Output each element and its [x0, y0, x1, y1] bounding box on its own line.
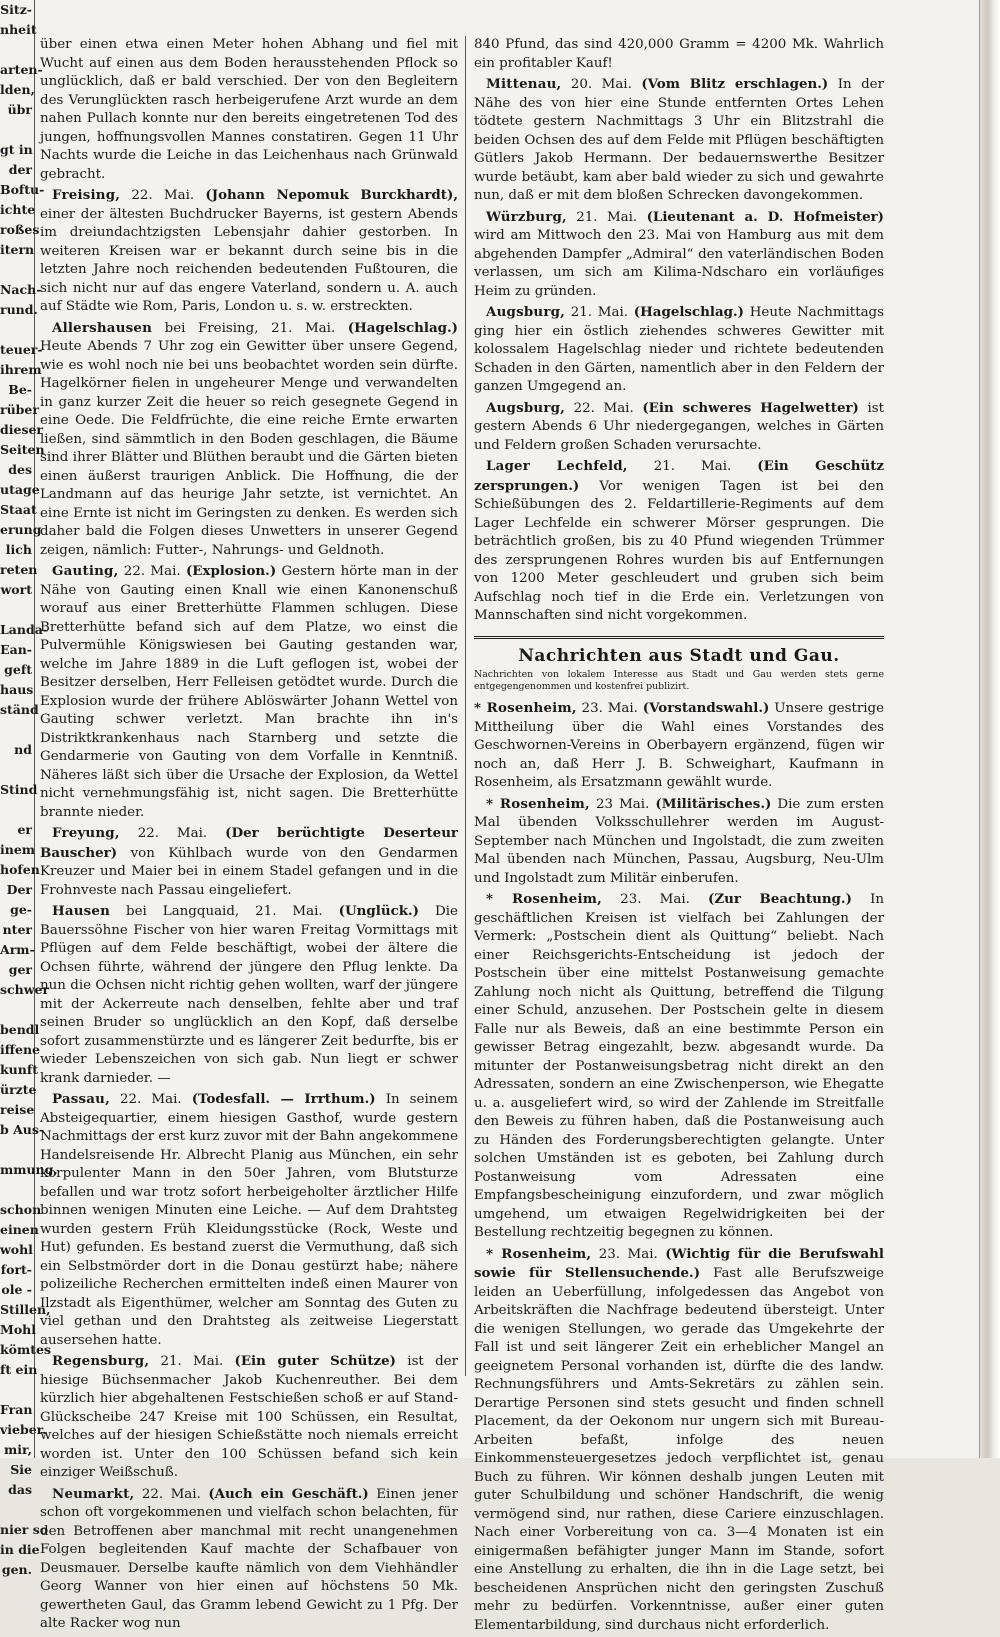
article-paragraph	[40, 36, 458, 184]
article-text: Unsere gestrige Mittheilung über die Wahl eines Vorstandes des Geschwornen-Vereins in Oberbayern ergänzend, fügen wir noch an, daß Herr J. B. Schweighart, Kaufmann in Rosenheim, als Ersatzmann gewählt wurde.	[474, 701, 885, 790]
edge-fragment: Ean-	[0, 642, 32, 657]
article-topic: (Explosion.)	[185, 563, 277, 579]
article-place: Mittenau,	[486, 76, 562, 92]
edge-fragment	[0, 1000, 34, 1020]
edge-fragment: Landa-	[0, 622, 49, 637]
edge-fragment: rüber	[0, 402, 39, 417]
edge-fragment: Fran	[0, 1402, 33, 1417]
article-paragraph	[40, 824, 458, 900]
edge-fragment: itern	[0, 242, 35, 257]
edge-fragment: Stillen,	[0, 1302, 51, 1317]
edge-fragment: gen.	[1, 1562, 32, 1577]
article-paragraph	[474, 699, 884, 793]
article-text: ist der hiesige Büchsenmacher Jakob Kuchenreuther. Bei dem kürzlich hier abgehaltenen Festschießen schoß er auf Stand-Glückscheibe 247 Kreise mit 100 Schüssen, ein Resultat, welches auf der hiesigen Schießstätte noch niemals erreicht worden ist. Unter den 100 Schüssen befand sich kein einziger Weißschuß.	[40, 1354, 458, 1480]
edge-fragment: roßes	[0, 222, 40, 237]
edge-fragment: Arm-	[0, 942, 35, 957]
edge-fragment: mir,	[3, 1442, 32, 1457]
article-place: Freising,	[52, 187, 121, 203]
section-rule	[474, 636, 884, 639]
article-topic: (Wichtig für die Berufswahl sowie für Stellensuchende.)	[474, 1245, 884, 1281]
edge-fragment: iffene	[0, 1042, 41, 1057]
edge-fragment	[0, 1140, 34, 1160]
edge-fragment	[0, 1500, 34, 1520]
article-text: Fast alle Berufszweige leiden an Ueberfüllung, infolgedessen das Angebot von Arbeitskräften die Nachfrage bedeutend übersteigt. Unter die wenigen Stellungen, wo gerade das Umgekehrte der Fall ist und seit längerer Zeit ein erheblicher Mangel an geeignetem Personal vorhanden ist, dürfte die des landw. Rechnungsführers und Amts-Sekretärs zu zählen sein. Derartige Personen sind stets gesucht und finden schnell Placement, da der Oekonom nur ungern sich mit Bureau-Arbeiten befaßt, infolge des neuen Einkommensteuergesetzes jedoch verpflichtet ist, genau Buch zu führen. Wir können deshalb jungen Leuten mit guter Schulbildung und schöner Handschrift, die wenig vermögend sind, nur rathen, diese Cariere einzuschlagen. Nach einer Vorbereitung von ca. 3—4 Monaten ist ein einigermaßen befähigter junger Mann im Stande, sofort eine Anstellung zu erhalten, die ihn in die Lage setzt, bei bescheidenen Ansprüchen nicht den geringsten Zuschuß mehr zu bedürfen. Vorkenntnisse, außer einer guten Elementarbildung, sind durchaus nicht erforderlich.	[474, 1266, 884, 1633]
article-paragraph	[40, 1090, 458, 1350]
edge-fragment: schon	[0, 1202, 42, 1217]
article-place: Allershausen	[52, 319, 153, 336]
edge-fragment: einen	[0, 1222, 39, 1237]
article-place: Gauting,	[52, 563, 119, 579]
article-date: bei Freising, 21. Mai.	[164, 320, 336, 336]
article-paragraph	[474, 890, 884, 1243]
local-news-articles	[474, 699, 884, 1635]
edge-fragment	[0, 720, 34, 740]
article-text: Heute Nachmittags ging hier ein östlich ziehendes schweres Gewitter mit kolossalem Hagelschlag nieder und richtete bedeutenden Schaden in den Gärten, namentlich aber in den Feldern der ganzen Umgegend an.	[474, 305, 884, 394]
article-paragraph	[474, 795, 884, 889]
edge-fragment: Der	[6, 882, 32, 897]
edge-fragment: gt in	[0, 142, 33, 157]
article-paragraph	[40, 319, 458, 561]
edge-fragment: reise	[0, 1102, 35, 1117]
edge-fragment: übr	[7, 102, 32, 117]
article-date: 22. Mai.	[123, 564, 181, 579]
article-date: 22. Mai.	[137, 826, 208, 841]
article-paragraph	[474, 1245, 884, 1636]
article-place: Passau,	[52, 1091, 110, 1107]
article-topic: (Auch ein Geschäft.)	[208, 1485, 369, 1502]
article-date: 20. Mai.	[570, 77, 632, 92]
article-place: Augsburg,	[486, 304, 566, 320]
article-text: von Kühlbach wurde von den Gendarmen Kreuzer und Maier bei in einem Stadel gefangen und in die Frohnveste nach Passau eingeliefert.	[40, 845, 458, 898]
edge-fragment: b Aus-	[0, 1122, 45, 1137]
article-date: 22. Mai.	[131, 188, 195, 203]
article-place: * Rosenheim,	[486, 891, 602, 907]
edge-fragment: ge-	[10, 902, 32, 917]
right-column	[474, 36, 884, 1637]
article-topic: (Der berüchtigte Deserteur Bauscher)	[40, 825, 458, 861]
article-place: * Rosenheim,	[474, 700, 577, 716]
edge-fragment: nier so	[0, 1522, 49, 1537]
article-topic: (Johann Nepomuk Burckhardt),	[205, 187, 458, 203]
section-title: Nachrichten aus Stadt und Gau.	[518, 645, 840, 666]
column-divider	[465, 36, 466, 1376]
article-text: In der Nähe des von hier eine Stunde entfernten Ortes Lehen tödtete gestern Nachmittags 3 Uhr ein Blitzstrahl die beiden Ochsen des auf dem Felde mit Pflügen beschäftigten Gütlers Jakob Hermann. Der bedauernswerthe Besitzer wurde betäubt, kam aber bald wieder zu sich und gewahrte nun, daß er mit dem bloßen Schrecken davongekommen.	[474, 77, 884, 203]
edge-fragment	[0, 260, 34, 280]
edge-fragment: erung	[0, 522, 42, 537]
page-edge	[979, 0, 1000, 1458]
edge-fragment	[0, 600, 34, 620]
article-paragraph	[40, 562, 458, 822]
edge-fragment: lden,	[0, 82, 35, 97]
article-place: * Rosenheim,	[486, 795, 590, 812]
article-text: Gestern hörte man in der Nähe von Gauting einen Knall wie einen Kanonenschuß worauf aus einer Bretterhütte Flammen schlugen. Diese Bretterhütte befand sich auf dem Platze, wo einst die Pulvermühle Königswiesen bei Gauting gestanden war, welche im Jahre 1889 in die Luft geflogen ist, wobei der Besitzer derselben, Herr Felleisen getödtet wurde. Durch die Explosion wurde der frühere Ablöswärter Johann Wettel von Gauting schwer verletzt. Man brachte ihn in's Distriktkrankenhaus nach Starnberg und setzte die Gendarmerie von Gauting von dem Vorfalle in Kenntniß. Näheres läßt sich über die Ursache der Explosion, da Wettel nicht vernehmungsfähig ist, nicht sagen. Die Bretterhütte brannte nieder.	[40, 564, 459, 820]
article-text: In geschäftlichen Kreisen ist vielfach bei Zahlungen der Vermerk: „Postschein dient als Quittung“ beliebt. Nach einer Reichsgerichts-Entscheidung ist jedoch der Postschein über eine mittelst Postanweisung gemachte Zahlung noch nicht als Quittung, betreffend die Tilgung einer Schuld, anzusehen. Der Postschein gelte in diesem Falle nur als Beweis, daß an eine bestimmte Person ein gewisser Betrag eingezahlt, bezw. abgesandt wurde. Da mitunter der Postanweisungsbetrag nicht direkt an den Adressaten, sondern an eine Zwischenperson, wie Ehegatte u. a. ausgeliefert wird, so wird der Zahlende im Streitfalle den Beweis zu führen haben, daß die Postanweisung auch zu Händen des Forderungsberechtigten gelangte. Unter solchen Umständen ist es geboten, bei Zahlung durch Postanweisung vom Adressaten eine Empfangsbescheinigung einzufordern, und zwar möglich umgehend, um etwaigen Regelwidrigkeiten bei der Bestellung rechtzeitig begegnen zu können.	[474, 892, 885, 1240]
article-topic: (Vorstandswahl.)	[642, 700, 770, 716]
article-text: einer der ältesten Buchdrucker Bayerns, ist gestern Abends im dreiundachtzigsten Lebensjahr dahier gestorben. In weiteren Kreisen war er bekannt durch seine bis in die letzten Jahre noch reichenden bedeutenden Fußtouren, die sich nicht nur auf das engere Vaterland, sondern u. A. auch auf Städte wie Rom, Paris, London u. s. w. erstreckten.	[40, 206, 458, 314]
article-paragraph	[474, 457, 884, 626]
edge-fragment: ihrem	[0, 362, 42, 377]
article-paragraph	[474, 75, 884, 206]
edge-fragment: teuer-	[0, 342, 43, 357]
article-text: wird am Mittwoch den 23. Mai von Hamburg aus mit dem abgehenden Dampfer „Admiral“ den vaterländischen Boden verlassen, um sich am Kilima-Ndscharo ein vorläufiges Heim zu gründen.	[474, 228, 884, 299]
article-topic: (Hagelschlag.)	[347, 319, 458, 336]
article-date: 21. Mai.	[653, 459, 732, 474]
edge-fragment: ole -	[1, 1282, 32, 1297]
article-place: * Rosenheim,	[486, 1245, 592, 1262]
article-paragraph	[474, 36, 884, 73]
edge-fragment: ger	[8, 962, 32, 977]
article-paragraph	[474, 303, 884, 397]
article-text: In seinem Absteigequartier, einem hiesigen Gasthof, wurde gestern Nachmittags der erst kurz zuvor mit der Bahn angekommene Handelsreisende Hr. Albrecht Planig aus München, ein sehr korpulenter Mann in den 50er Jahren, vom Blutsturze befallen und war trotz sofort herbeigeholter ärztlicher Hilfe binnen wenigen Minuten eine Leiche. — Auf dem Drahtsteg wurden gestern Früh Kleidungsstücke (Rock, Weste und Hut) gefunden. Es bestand zuerst die Vermuthung, daß sich ein Selbstmörder dort in die Donau gestürzt habe; nähere polizeiliche Recherchen ermittelten indeß einen Maurer von Ilzstadt als Eigenthümer, welcher am Sonntag des Guten zu viel gethan und den Drahtsteg als zeitweise Liegerstatt ausersehen hatte.	[40, 1092, 458, 1348]
article-topic: (Zur Beachtung.)	[708, 891, 852, 907]
edge-fragment	[0, 800, 34, 820]
edge-fragment	[0, 120, 34, 140]
edge-fragment: dieser	[0, 422, 44, 437]
article-topic: (Militärisches.)	[655, 795, 772, 812]
article-place: Augsburg,	[486, 399, 566, 416]
edge-fragment	[0, 760, 34, 780]
right-column-articles	[474, 36, 884, 626]
edge-fragment: Staat	[0, 502, 37, 517]
edge-fragment: hofen	[0, 862, 40, 877]
article-date: 22. Mai.	[141, 1486, 201, 1502]
article-place: Freyung,	[52, 825, 120, 841]
edge-fragment: nter	[2, 922, 32, 937]
article-date: 21. Mai.	[570, 305, 629, 320]
article-date: 23. Mai.	[581, 701, 638, 716]
article-text: Heute Abends 7 Uhr zog ein Gewitter über unsere Gegend, wie es wohl noch nie bei uns beobachtet worden sein dürfte. Hagelkörner fielen in ungeheurer Menge und verwandelten in ganz kurzer Zeit die heuer so reich gesegnete Gegend in eine Oede. Die Feldfrüchte, die eine reiche Ernte erwarten ließen, sind sämmtlich in den Boden geschlagen, die Bäume sind ihrer Blätter und Blüthen beraubt und die Gärten bieten einen äußerst traurigen Anblick. Die Hoffnung, die der Landmann auf das heurige Jahr setzte, ist vernichtet. An eine Ernte ist nicht im Geringsten zu denken. Es werden sich daher bald die Folgen dieses Unwetters in unserer Gegend zeigen, nämlich: Futter-, Nahrungs- und Geldnoth.	[40, 339, 458, 558]
article-paragraph	[40, 902, 458, 1088]
left-column	[40, 36, 458, 1636]
edge-fragment	[0, 1380, 34, 1400]
article-text: Die Bauerssöhne Fischer von hier waren Freitag Vormittags mit Pflügen auf dem Felde beschäftigt, wobei der ältere die Ochsen führte, während der jüngere den Pflug lenkte. Da nun die Ochsen nicht richtig gehen wollten, warf der jüngere mit der Ackerreute nach denselben, fehlte aber und traf seinen Bruder so unglücklich an den Kopf, daß derselbe sofort zusammenstürzte und es längerer Zeit bedurfte, bis er wieder Lebenszeichen von sich gab. Nun liegt er schwer krank darnieder. —	[40, 904, 458, 1086]
article-place: Neumarkt,	[52, 1485, 135, 1502]
edge-fragment: des	[8, 462, 32, 477]
article-date: bei Langquaid, 21. Mai.	[126, 904, 323, 919]
edge-fragment: rund.	[0, 302, 38, 317]
article-place: Lager Lechfeld,	[486, 458, 628, 474]
article-date: 23 Mai.	[595, 796, 650, 812]
article-topic: (Unglück.)	[338, 903, 420, 919]
edge-fragment: Be-	[8, 382, 32, 397]
edge-fragment: ürzte	[0, 1082, 37, 1097]
edge-fragment: ichte	[0, 202, 36, 217]
edge-fragment: kunft	[0, 1062, 38, 1077]
edge-fragment: wohl	[0, 1242, 33, 1257]
edge-fragment: bendl	[0, 1022, 40, 1037]
edge-fragment: Sitz-	[0, 2, 32, 17]
article-date: 21. Mai.	[576, 209, 638, 225]
edge-fragment: ft ein	[0, 1362, 38, 1377]
article-paragraph	[474, 208, 884, 302]
edge-fragment	[0, 40, 34, 60]
article-topic: (Vom Blitz erschlagen.)	[641, 76, 829, 92]
article-text: ist gestern Abends 6 Uhr niedergegangen, welches in Gärten und Feldern großen Schaden verursachte.	[474, 400, 885, 453]
edge-fragment: wort	[0, 582, 32, 597]
edge-fragment: geft	[4, 662, 32, 677]
article-date: 22. Mai.	[120, 1092, 182, 1107]
article-date: 21. Mai.	[160, 1354, 224, 1369]
edge-fragment: Seiten	[0, 442, 45, 457]
article-text: Vor wenigen Tagen ist bei den Schießübungen des 2. Feldartillerie-Regiments auf dem Lager Lechfelde ein schwerer Mörser gesprungen. Die beträchtlich großen, bis zu 40 Pfund wiegenden Trümmer des zersprungenen Rohres wurden bis auf Entfernungen von 1200 Meter geschleudert und gruben sich beim Aufschlag noch tief in die Erde ein. Verletzungen von Mannschaften sind nicht vorgekommen.	[474, 478, 884, 623]
edge-fragment: inem	[0, 842, 36, 857]
article-text: 840 Pfund, das sind 420,000 Gramm = 4200 Mk. Wahrlich ein profitabler Kauf!	[474, 37, 884, 71]
article-topic: (Todesfall. — Irrthum.)	[191, 1091, 376, 1107]
edge-fragment: reten	[0, 562, 38, 577]
article-date: 22. Mai.	[573, 400, 634, 416]
edge-fragment: lich	[5, 542, 32, 557]
article-text: über einen etwa einen Meter hohen Abhang und fiel mit Wucht auf einen aus dem Boden herausstehenden Pflock so unglücklich, daß er bald verschied. Der von den Begleitern des Verunglückten rasch herbeigerufene Arzt wurde an dem nahen Pullach konnte nur den bereits eingetretenen Tod des jungen, hoffnungsvollen Mannes constatiren. Gegen 11 Uhr Nachts wurde die Leiche in das Leichenhaus nach Grünwald gebracht.	[40, 37, 458, 182]
edge-fragment: vieber.	[0, 1422, 47, 1437]
article-topic: (Ein Geschütz zersprungen.)	[474, 458, 884, 494]
article-paragraph	[40, 1352, 458, 1483]
article-paragraph	[40, 1485, 458, 1634]
edge-fragment: das	[8, 1482, 32, 1497]
edge-fragment: utage	[0, 482, 40, 497]
article-text: Einen jener schon oft vorgekommenen und vielfach schon belachten, für den Betroffenen aber manchmal mit recht unangenehmen Folgen begleitenden Kauf machte der Schafbauer von Deusmauer. Derselbe kaufte nämlich von dem Viehhändler Georg Wanner von hier einen auf höchstens 50 Mk. gewertheten Gaul, das Gramm lebend Gewicht zu 1 Pfg. Der alte Racker wog nun	[40, 1486, 458, 1631]
article-topic: (Ein schweres Hagelwetter)	[642, 399, 859, 416]
article-date: 23. Mai.	[598, 1246, 658, 1262]
article-place: Würzburg,	[486, 208, 567, 225]
edge-fragment: haus	[0, 682, 34, 697]
edge-fragment: Mohl	[0, 1322, 37, 1337]
article-topic: (Hagelschlag.)	[633, 304, 744, 320]
edge-fragment	[0, 320, 34, 340]
edge-fragment: nheit	[0, 22, 37, 37]
edge-fragment: der	[8, 162, 32, 177]
article-topic: (Lieutenant a. D. Hofmeister)	[646, 208, 884, 225]
edge-fragment: Nach-	[0, 282, 42, 297]
edge-fragment	[0, 1180, 34, 1200]
edge-fragment: fort-	[0, 1262, 32, 1277]
article-topic: (Ein guter Schütze)	[234, 1353, 397, 1369]
edge-fragment: arten-	[0, 62, 43, 77]
edge-fragment: mmung,	[0, 1162, 58, 1177]
section-subtitle: Nachrichten von lokalem Interesse aus Stadt und Gau werden stets gerne entgegengenommen und kostenfrei publizirt.	[474, 669, 884, 692]
article-text: Die zum ersten Mal übenden Volksschullehrer werden im August-September nach München und Ingolstadt, die zum zweiten Mal übenden nach München, Passau, Augsburg, Neu-Ulm und Ingolstadt zum Militär einberufen.	[474, 796, 884, 886]
edge-fragment: schwer	[0, 982, 50, 997]
article-paragraph	[40, 186, 458, 317]
edge-fragment: ständ	[0, 702, 39, 717]
edge-fragment: Sie	[10, 1462, 32, 1477]
edge-fragment: kömtes	[0, 1342, 51, 1357]
edge-fragment: in die	[0, 1542, 40, 1557]
edge-fragment: Stind	[0, 782, 38, 797]
edge-fragment: nd	[14, 742, 32, 757]
edge-fragment: Boftu-	[0, 182, 45, 197]
article-place: Hausen	[52, 903, 111, 919]
edge-fragment: er	[17, 822, 32, 837]
article-paragraph	[474, 399, 884, 456]
article-date: 23. Mai.	[620, 892, 690, 907]
article-place: Regensburg,	[52, 1353, 150, 1369]
previous-page-edge	[0, 0, 58, 1577]
